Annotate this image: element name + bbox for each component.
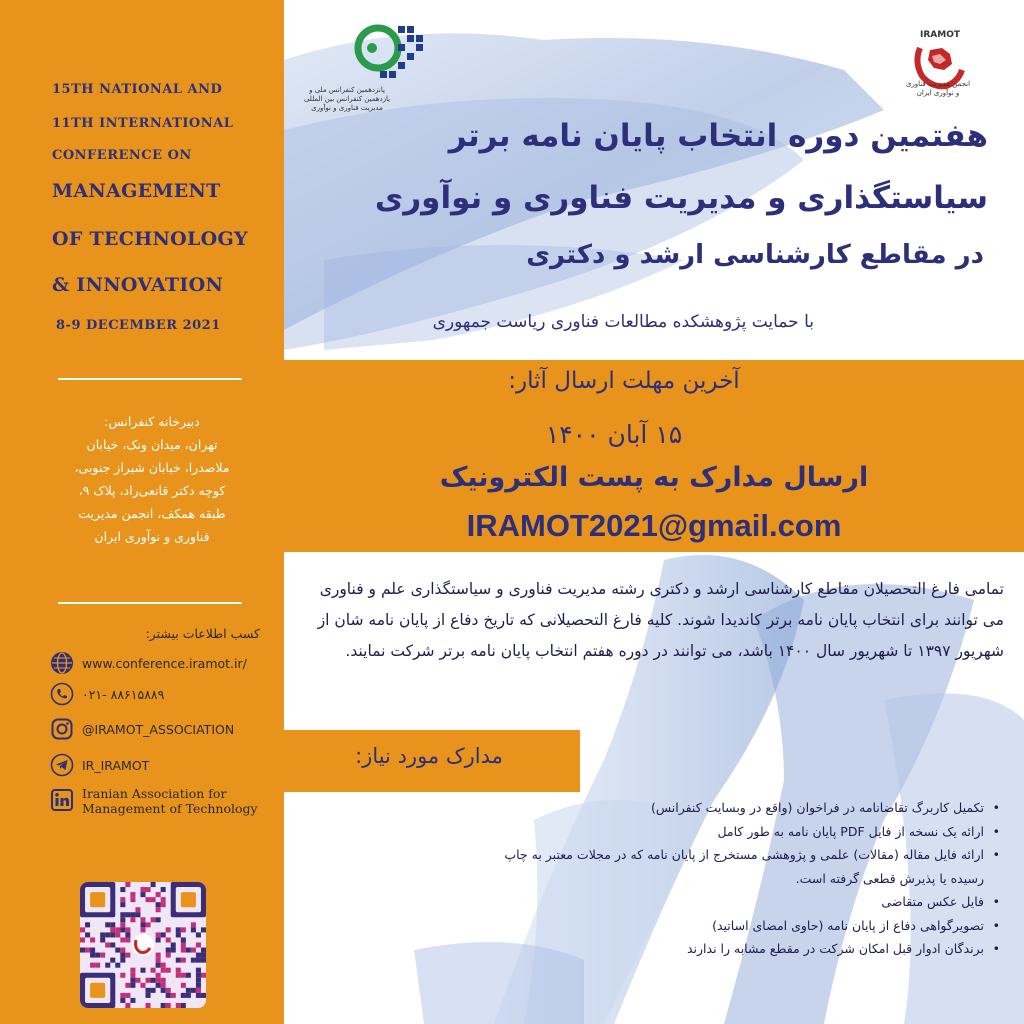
instagram-handle[interactable]: @IRAMOT_ASSOCIATION [82, 721, 235, 737]
deadline-date: ۱۵ آبان ۱۴۰۰ [545, 420, 683, 449]
conference-logo-caption [292, 86, 402, 113]
telegram-icon [50, 753, 74, 777]
conference-date: 8-9 DECEMBER 2021 [56, 318, 221, 333]
more-info-title: کسب اطلاعات بیشتر: [145, 626, 260, 641]
logo-caption-line: انجمن مدیریت فناوری [905, 80, 971, 88]
page-title-line: در مقاطع کارشناسی ارشد و دکتری [526, 240, 984, 270]
address-line: کوچه دکتر قانعی‌راد، پلاک ۹، [78, 483, 226, 498]
conference-line: 15TH NATIONAL AND [52, 82, 223, 97]
requirements-list [504, 796, 1002, 961]
sidebar [0, 0, 284, 1024]
phone-number[interactable]: ۰۲۱- ۸۸۶۱۵۸۸۹ [82, 686, 165, 702]
linkedin-icon [50, 788, 74, 812]
qr-code[interactable] [80, 882, 206, 1008]
eligibility-description: تمامی فارغ التحصیلان مقاطع کارشناسی ارشد و دکتری رشته مدیریت فناوری و سیاستگذاری علم و فناوری می توانند برای انتخاب پایان نامه برتر کاندیدا شوند. کلیه فارغ التحصیلانی که تاریخ دفاع از پایان نامه شان از شهریور ۱۳۹۷ تا شهریور سال ۱۴۰۰ باشد، می توانند در دوره هفتم انتخاب پایان نامه برتر شرکت نمایند. [317, 580, 1004, 660]
website-link[interactable]: www.conference.iramot.ir/ [82, 655, 247, 671]
list-item: • ارائه یک نسخه از فایل PDF پایان نامه به طور کامل [504, 820, 984, 844]
conference-title-line: & INNOVATION [52, 274, 224, 296]
instagram-row[interactable] [50, 716, 234, 742]
conference-title-line: MANAGEMENT [52, 180, 221, 202]
globe-icon [50, 651, 74, 675]
logo-caption-line: یازدهمین کنفرانس بین المللی [303, 95, 391, 103]
telegram-handle[interactable]: IR_IRAMOT [82, 757, 150, 773]
address-line: تهران، میدان ونک، خیابان [86, 437, 218, 452]
list-item: • تصویرگواهی دفاع از پایان نامه (حاوی امضای اساتید) [504, 914, 984, 938]
send-documents-label: ارسال مدارک به پست الکترونیک [439, 462, 869, 493]
submission-email[interactable]: IRAMOT2021@gmail.com [466, 508, 842, 543]
conference-line: 11TH INTERNATIONAL [52, 116, 234, 131]
website-row[interactable] [50, 650, 247, 676]
conference-line: CONFERENCE ON [52, 148, 192, 163]
divider [58, 378, 242, 380]
sponsor-text: با حمایت پژوهشکده مطالعات فناوری ریاست جمهوری [432, 312, 814, 332]
iramot-brand: IRAMOT [920, 30, 960, 40]
instagram-icon [50, 717, 74, 741]
qr-code-image [80, 882, 206, 1008]
list-item: • تکمیل کاربرگ تقاضانامه در فراخوان (واقع در وبسایت کنفرانس) [504, 796, 984, 820]
page-title-line: سیاستگذاری و مدیریت فناوری و نوآوری [374, 180, 988, 216]
address-line: طبقه همکف، انجمن مدیریت [78, 506, 226, 521]
secretariat-title: دبیرخانه کنفرانس: [104, 414, 200, 429]
address-line: ملاصدرا، خیابان شیراز جنوبی، [74, 460, 230, 475]
linkedin-line: Management of Technology [82, 801, 258, 816]
deadline-label: آخرین مهلت ارسال آثار: [508, 368, 740, 394]
logo-caption-line: پانزدهمین کنفرانس ملی و [309, 86, 385, 94]
linkedin-row[interactable] [50, 786, 258, 818]
logo-caption-line: و نوآوری ایران [916, 89, 960, 97]
requirements-title: مدارک مورد نیاز: [355, 744, 503, 768]
phone-icon [50, 682, 74, 706]
divider [58, 602, 242, 604]
conference-logo-icon [350, 22, 430, 86]
list-item: • برندگان ادوار قبل امکان شرکت در مقطع مشابه را ندارند [504, 937, 984, 961]
list-item: • ارائه فایل مقاله (مقالات) علمی و پژوهشی مستخرج از پایان نامه که در مجلات معتبر به چاپ رسیده یا پذیرش قطعی گرفته است. [504, 843, 984, 890]
conference-title-line: OF TECHNOLOGY [52, 228, 248, 250]
logo-caption-line: مدیریت فناوری و نوآوری [311, 104, 383, 112]
phone-row[interactable] [50, 681, 164, 707]
linkedin-text[interactable] [82, 786, 258, 816]
page-title-line: هفتمین دوره انتخاب پایان نامه برتر [448, 118, 988, 154]
main-panel [284, 0, 1024, 1024]
iramot-logo-caption [900, 80, 976, 98]
list-item: • فایل عکس متقاضی [504, 890, 984, 914]
secretariat-address [40, 410, 264, 548]
address-line: فناوری و نوآوری ایران [94, 529, 210, 544]
telegram-row[interactable] [50, 752, 149, 778]
linkedin-line: Iranian Association for [82, 786, 227, 801]
